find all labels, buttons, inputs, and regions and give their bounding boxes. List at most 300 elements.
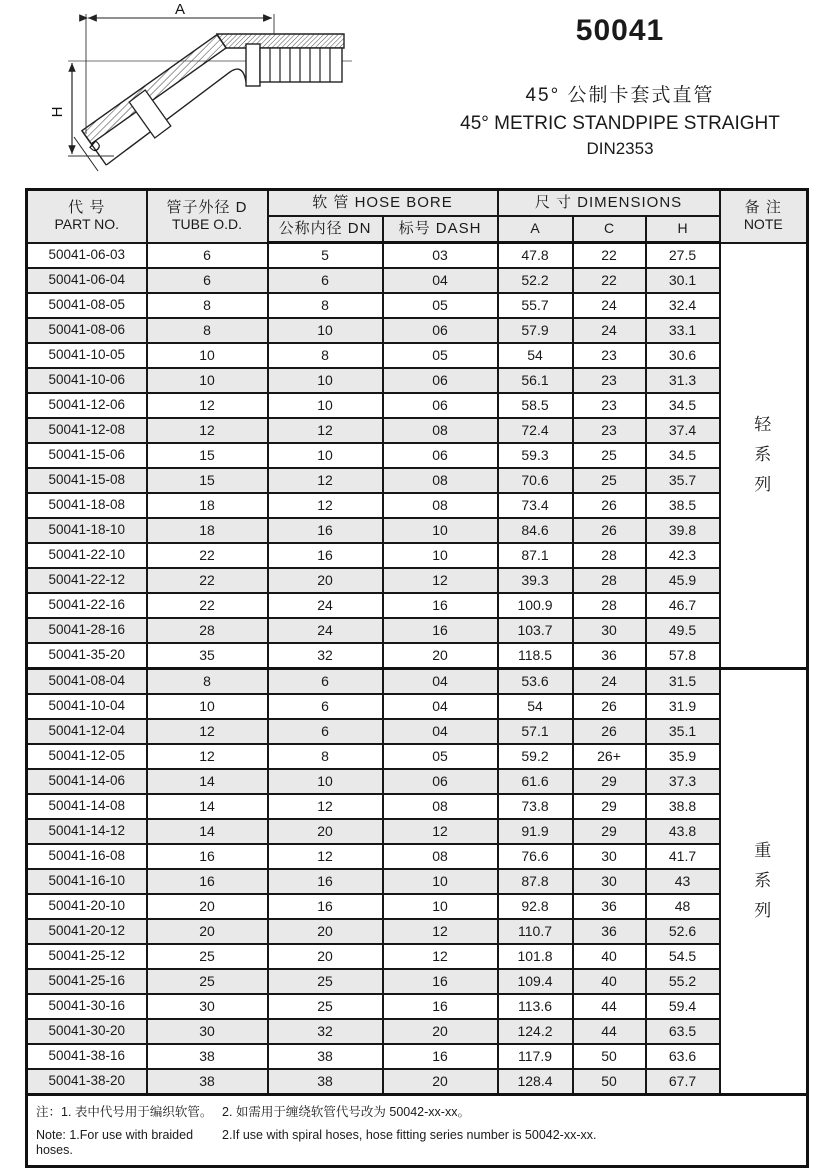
value-cell: 20 — [383, 1019, 498, 1044]
value-cell: 37.4 — [646, 418, 720, 443]
table-row — [27, 643, 808, 669]
table-row — [27, 794, 808, 819]
value-cell: 05 — [383, 744, 498, 769]
table-row — [27, 719, 808, 744]
value-cell: 70.6 — [498, 468, 573, 493]
value-cell: 54 — [498, 343, 573, 368]
ferrule-band — [129, 90, 171, 138]
part-no-cell: 50041-22-10 — [27, 543, 147, 568]
value-cell: 73.4 — [498, 493, 573, 518]
value-cell: 10 — [268, 443, 383, 468]
value-cell: 12 — [268, 844, 383, 869]
value-cell: 20 — [268, 944, 383, 969]
value-cell: 12 — [268, 468, 383, 493]
value-cell: 16 — [383, 969, 498, 994]
value-cell: 38 — [147, 1069, 268, 1095]
value-cell: 47.8 — [498, 243, 573, 269]
table-row — [27, 819, 808, 844]
value-cell: 52.2 — [498, 268, 573, 293]
value-cell: 30 — [147, 994, 268, 1019]
col-header-tube-od-en: TUBE O.D. — [171, 215, 242, 232]
value-cell: 38 — [268, 1044, 383, 1069]
value-cell: 92.8 — [498, 894, 573, 919]
value-cell: 12 — [383, 919, 498, 944]
value-cell: 52.6 — [646, 919, 720, 944]
value-cell: 25 — [573, 468, 646, 493]
value-cell: 6 — [147, 243, 268, 269]
value-cell: 35.9 — [646, 744, 720, 769]
table-row — [27, 543, 808, 568]
value-cell: 8 — [147, 293, 268, 318]
part-no-cell: 50041-18-08 — [27, 493, 147, 518]
value-cell: 16 — [383, 1044, 498, 1069]
value-cell: 32 — [268, 643, 383, 669]
value-cell: 73.8 — [498, 794, 573, 819]
table-row — [27, 243, 808, 269]
table-row — [27, 568, 808, 593]
value-cell: 08 — [383, 794, 498, 819]
col-header-note-en: NOTE — [743, 215, 783, 232]
col-header-tube-od — [147, 190, 268, 243]
value-cell: 38.5 — [646, 493, 720, 518]
col-header-c: C — [573, 216, 646, 243]
value-cell: 25 — [268, 994, 383, 1019]
value-cell: 03 — [383, 243, 498, 269]
footnotes-cell — [27, 1095, 808, 1167]
value-cell: 24 — [573, 318, 646, 343]
value-cell: 67.7 — [646, 1069, 720, 1095]
value-cell: 05 — [383, 293, 498, 318]
table-row — [27, 518, 808, 543]
value-cell: 06 — [383, 769, 498, 794]
table-row — [27, 844, 808, 869]
value-cell: 24 — [268, 593, 383, 618]
part-no-cell: 50041-14-06 — [27, 769, 147, 794]
value-cell: 8 — [268, 343, 383, 368]
value-cell: 08 — [383, 468, 498, 493]
table-row — [27, 268, 808, 293]
value-cell: 43 — [646, 869, 720, 894]
value-cell: 37.3 — [646, 769, 720, 794]
value-cell: 24 — [268, 618, 383, 643]
value-cell: 08 — [383, 418, 498, 443]
value-cell: 38 — [147, 1044, 268, 1069]
part-no-cell: 50041-38-16 — [27, 1044, 147, 1069]
footnote-cn-1: 注：1. 表中代号用于编织软管。 — [36, 1105, 213, 1119]
value-cell: 41.7 — [646, 844, 720, 869]
table-row — [27, 744, 808, 769]
value-cell: 30 — [573, 844, 646, 869]
value-cell: 23 — [573, 343, 646, 368]
table-row — [27, 593, 808, 618]
value-cell: 28 — [573, 568, 646, 593]
table-row — [27, 694, 808, 719]
table-row — [27, 618, 808, 643]
value-cell: 04 — [383, 268, 498, 293]
value-cell: 16 — [268, 543, 383, 568]
value-cell: 45.9 — [646, 568, 720, 593]
value-cell: 54.5 — [646, 944, 720, 969]
part-no-cell: 50041-35-20 — [27, 643, 147, 669]
value-cell: 6 — [268, 694, 383, 719]
value-cell: 6 — [268, 719, 383, 744]
value-cell: 87.8 — [498, 869, 573, 894]
value-cell: 12 — [147, 393, 268, 418]
part-no-cell: 50041-12-06 — [27, 393, 147, 418]
value-cell: 54 — [498, 694, 573, 719]
part-no-cell: 50041-28-16 — [27, 618, 147, 643]
value-cell: 35.1 — [646, 719, 720, 744]
dim-label-a: A — [174, 1, 186, 18]
value-cell: 06 — [383, 443, 498, 468]
value-cell: 30 — [573, 618, 646, 643]
table-header — [27, 190, 808, 243]
value-cell: 24 — [573, 293, 646, 318]
value-cell: 12 — [268, 493, 383, 518]
value-cell: 10 — [147, 368, 268, 393]
value-cell: 50 — [573, 1069, 646, 1095]
series-note-cell: 重 系 列 — [720, 669, 808, 1095]
value-cell: 14 — [147, 769, 268, 794]
value-cell: 101.8 — [498, 944, 573, 969]
value-cell: 23 — [573, 418, 646, 443]
col-header-hose-bore: 软 管 HOSE BORE — [268, 190, 498, 217]
part-no-cell: 50041-08-04 — [27, 669, 147, 695]
value-cell: 16 — [147, 844, 268, 869]
value-cell: 8 — [268, 293, 383, 318]
value-cell: 55.2 — [646, 969, 720, 994]
parts-table — [25, 188, 809, 1168]
value-cell: 32 — [268, 1019, 383, 1044]
value-cell: 08 — [383, 844, 498, 869]
part-no-cell: 50041-10-06 — [27, 368, 147, 393]
value-cell: 18 — [147, 493, 268, 518]
value-cell: 12 — [268, 418, 383, 443]
value-cell: 22 — [147, 543, 268, 568]
value-cell: 56.1 — [498, 368, 573, 393]
doc-number: 50041 — [575, 14, 665, 47]
value-cell: 16 — [383, 994, 498, 1019]
dim-label-h: H — [49, 106, 66, 118]
title-chinese: 45° 公制卡套式直管 — [525, 85, 715, 106]
footnote-en-1: Note: 1.For use with braided hoses. — [36, 1127, 194, 1158]
value-cell: 6 — [268, 669, 383, 695]
value-cell: 110.7 — [498, 919, 573, 944]
col-header-note-cn: 备 注 — [744, 199, 782, 217]
table-row — [27, 769, 808, 794]
value-cell: 31.5 — [646, 669, 720, 695]
value-cell: 25 — [147, 969, 268, 994]
value-cell: 59.2 — [498, 744, 573, 769]
value-cell: 36 — [573, 894, 646, 919]
value-cell: 39.3 — [498, 568, 573, 593]
value-cell: 26 — [573, 518, 646, 543]
value-cell: 26 — [573, 493, 646, 518]
table-row — [27, 343, 808, 368]
part-no-cell: 50041-08-06 — [27, 318, 147, 343]
value-cell: 12 — [383, 568, 498, 593]
value-cell: 40 — [573, 969, 646, 994]
value-cell: 44 — [573, 994, 646, 1019]
value-cell: 20 — [383, 643, 498, 669]
table-row — [27, 443, 808, 468]
value-cell: 36 — [573, 919, 646, 944]
value-cell: 12 — [383, 944, 498, 969]
part-no-cell: 50041-12-08 — [27, 418, 147, 443]
value-cell: 20 — [147, 894, 268, 919]
value-cell: 30.1 — [646, 268, 720, 293]
col-header-dn: 公称内径 DN — [268, 216, 383, 243]
col-header-part-no-en: PART NO. — [54, 215, 120, 232]
value-cell: 10 — [268, 769, 383, 794]
table-row — [27, 1019, 808, 1044]
title-block — [420, 8, 820, 159]
part-no-cell: 50041-18-10 — [27, 518, 147, 543]
value-cell: 38.8 — [646, 794, 720, 819]
value-cell: 76.6 — [498, 844, 573, 869]
value-cell: 27.5 — [646, 243, 720, 269]
value-cell: 43.8 — [646, 819, 720, 844]
crimp-shell — [217, 34, 344, 48]
table-row — [27, 368, 808, 393]
part-no-cell: 50041-08-05 — [27, 293, 147, 318]
value-cell: 31.3 — [646, 368, 720, 393]
value-cell: 10 — [268, 393, 383, 418]
collar — [246, 44, 260, 86]
standard-ref: DIN2353 — [586, 139, 654, 158]
table-body — [27, 243, 808, 1095]
value-cell: 35 — [147, 643, 268, 669]
value-cell: 33.1 — [646, 318, 720, 343]
value-cell: 26 — [573, 719, 646, 744]
value-cell: 10 — [147, 343, 268, 368]
value-cell: 25 — [268, 969, 383, 994]
value-cell: 06 — [383, 368, 498, 393]
value-cell: 53.6 — [498, 669, 573, 695]
part-no-cell: 50041-25-16 — [27, 969, 147, 994]
value-cell: 16 — [268, 518, 383, 543]
table-row — [27, 669, 808, 695]
value-cell: 05 — [383, 343, 498, 368]
value-cell: 22 — [147, 593, 268, 618]
value-cell: 25 — [147, 944, 268, 969]
value-cell: 06 — [383, 318, 498, 343]
value-cell: 118.5 — [498, 643, 573, 669]
table-row — [27, 994, 808, 1019]
part-no-cell: 50041-20-10 — [27, 894, 147, 919]
table-row — [27, 393, 808, 418]
value-cell: 124.2 — [498, 1019, 573, 1044]
value-cell: 40 — [573, 944, 646, 969]
value-cell: 59.3 — [498, 443, 573, 468]
value-cell: 55.7 — [498, 293, 573, 318]
part-no-cell: 50041-14-08 — [27, 794, 147, 819]
value-cell: 10 — [383, 543, 498, 568]
value-cell: 72.4 — [498, 418, 573, 443]
part-no-cell: 50041-20-12 — [27, 919, 147, 944]
value-cell: 84.6 — [498, 518, 573, 543]
value-cell: 28 — [573, 593, 646, 618]
col-header-dash: 标号 DASH — [383, 216, 498, 243]
value-cell: 16 — [383, 618, 498, 643]
value-cell: 58.5 — [498, 393, 573, 418]
value-cell: 63.5 — [646, 1019, 720, 1044]
value-cell: 57.9 — [498, 318, 573, 343]
value-cell: 48 — [646, 894, 720, 919]
part-no-cell: 50041-15-06 — [27, 443, 147, 468]
value-cell: 12 — [147, 744, 268, 769]
value-cell: 20 — [268, 568, 383, 593]
footnote-en-2: 2.If use with spiral hoses, hose fitting series number is 50042-xx-xx. — [222, 1127, 597, 1142]
table-row — [27, 894, 808, 919]
value-cell: 100.9 — [498, 593, 573, 618]
dim-label-d: D — [86, 136, 105, 156]
col-header-part-no-cn: 代 号 — [68, 199, 106, 217]
value-cell: 8 — [268, 744, 383, 769]
value-cell: 8 — [147, 669, 268, 695]
value-cell: 31.9 — [646, 694, 720, 719]
value-cell: 35.7 — [646, 468, 720, 493]
col-header-dimensions: 尺 寸 DIMENSIONS — [498, 190, 720, 217]
value-cell: 49.5 — [646, 618, 720, 643]
value-cell: 28 — [573, 543, 646, 568]
part-no-cell: 50041-16-10 — [27, 869, 147, 894]
value-cell: 29 — [573, 819, 646, 844]
part-no-cell: 50041-06-03 — [27, 243, 147, 269]
value-cell: 57.1 — [498, 719, 573, 744]
value-cell: 14 — [147, 819, 268, 844]
value-cell: 117.9 — [498, 1044, 573, 1069]
footnote-cn-2: 2. 如需用于缠绕软管代号改为 50042-xx-xx。 — [222, 1105, 470, 1119]
value-cell: 38 — [268, 1069, 383, 1095]
table-row — [27, 468, 808, 493]
table-row — [27, 969, 808, 994]
value-cell: 59.4 — [646, 994, 720, 1019]
value-cell: 22 — [147, 568, 268, 593]
part-no-cell: 50041-22-12 — [27, 568, 147, 593]
value-cell: 34.5 — [646, 393, 720, 418]
part-no-cell: 50041-16-08 — [27, 844, 147, 869]
value-cell: 12 — [268, 794, 383, 819]
part-no-cell: 50041-10-04 — [27, 694, 147, 719]
title-english: 45° METRIC STANDPIPE STRAIGHT — [460, 113, 780, 134]
value-cell: 16 — [383, 593, 498, 618]
value-cell: 44 — [573, 1019, 646, 1044]
value-cell: 42.3 — [646, 543, 720, 568]
value-cell: 29 — [573, 794, 646, 819]
value-cell: 08 — [383, 493, 498, 518]
value-cell: 61.6 — [498, 769, 573, 794]
value-cell: 26 — [573, 694, 646, 719]
value-cell: 15 — [147, 468, 268, 493]
value-cell: 12 — [147, 719, 268, 744]
value-cell: 6 — [268, 268, 383, 293]
value-cell: 30.6 — [646, 343, 720, 368]
value-cell: 5 — [268, 243, 383, 269]
value-cell: 26+ — [573, 744, 646, 769]
value-cell: 57.8 — [646, 643, 720, 669]
value-cell: 34.5 — [646, 443, 720, 468]
value-cell: 109.4 — [498, 969, 573, 994]
value-cell: 14 — [147, 794, 268, 819]
col-header-h: H — [646, 216, 720, 243]
value-cell: 22 — [573, 243, 646, 269]
value-cell: 04 — [383, 719, 498, 744]
value-cell: 20 — [268, 819, 383, 844]
col-header-note — [720, 190, 808, 243]
value-cell: 20 — [383, 1069, 498, 1095]
value-cell: 6 — [147, 268, 268, 293]
value-cell: 10 — [147, 694, 268, 719]
value-cell: 103.7 — [498, 618, 573, 643]
part-no-cell: 50041-30-20 — [27, 1019, 147, 1044]
table-row — [27, 1044, 808, 1069]
value-cell: 20 — [268, 919, 383, 944]
value-cell: 29 — [573, 769, 646, 794]
value-cell: 04 — [383, 669, 498, 695]
value-cell: 06 — [383, 393, 498, 418]
value-cell: 39.8 — [646, 518, 720, 543]
table-row — [27, 869, 808, 894]
table-wrapper — [25, 188, 809, 1168]
col-header-a: A — [498, 216, 573, 243]
value-cell: 16 — [268, 894, 383, 919]
value-cell: 10 — [383, 894, 498, 919]
part-no-cell: 50041-14-12 — [27, 819, 147, 844]
table-row — [27, 318, 808, 343]
value-cell: 87.1 — [498, 543, 573, 568]
value-cell: 30 — [573, 869, 646, 894]
value-cell: 23 — [573, 393, 646, 418]
value-cell: 10 — [383, 869, 498, 894]
col-header-tube-od-cn: 管子外径 D — [166, 199, 248, 217]
value-cell: 04 — [383, 694, 498, 719]
part-no-cell: 50041-15-08 — [27, 468, 147, 493]
part-no-cell: 50041-12-04 — [27, 719, 147, 744]
footnotes — [28, 1096, 806, 1165]
value-cell: 15 — [147, 443, 268, 468]
value-cell: 10 — [383, 518, 498, 543]
value-cell: 25 — [573, 443, 646, 468]
value-cell: 113.6 — [498, 994, 573, 1019]
value-cell: 18 — [147, 518, 268, 543]
value-cell: 91.9 — [498, 819, 573, 844]
part-no-cell: 50041-12-05 — [27, 744, 147, 769]
value-cell: 28 — [147, 618, 268, 643]
table-row — [27, 293, 808, 318]
value-cell: 46.7 — [646, 593, 720, 618]
value-cell: 63.6 — [646, 1044, 720, 1069]
part-no-cell: 50041-22-16 — [27, 593, 147, 618]
value-cell: 23 — [573, 368, 646, 393]
col-header-part-no — [27, 190, 147, 243]
value-cell: 36 — [573, 643, 646, 669]
value-cell: 8 — [147, 318, 268, 343]
value-cell: 128.4 — [498, 1069, 573, 1095]
part-no-cell: 50041-25-12 — [27, 944, 147, 969]
technical-drawing — [22, 1, 358, 184]
series-note-cell: 轻 系 列 — [720, 243, 808, 669]
table-row — [27, 919, 808, 944]
table-row — [27, 944, 808, 969]
value-cell: 30 — [147, 1019, 268, 1044]
value-cell: 10 — [268, 318, 383, 343]
value-cell: 12 — [383, 819, 498, 844]
value-cell: 20 — [147, 919, 268, 944]
table-row — [27, 1069, 808, 1095]
value-cell: 10 — [268, 368, 383, 393]
value-cell: 12 — [147, 418, 268, 443]
